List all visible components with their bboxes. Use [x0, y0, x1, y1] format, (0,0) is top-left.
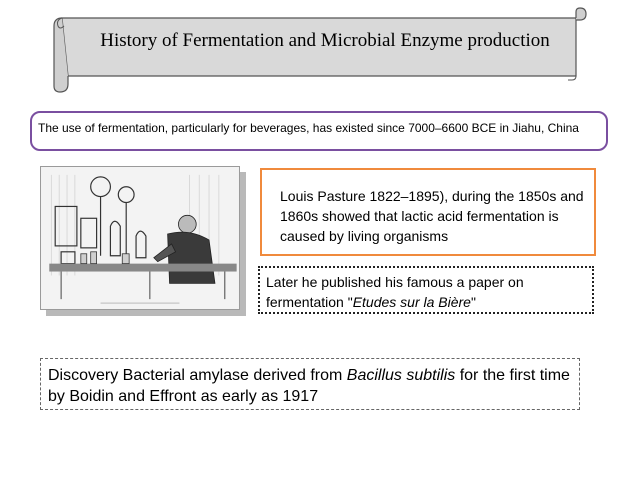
- slide-title: History of Fermentation and Microbial Enzyme production: [100, 30, 550, 51]
- pasteur-fact-box: Louis Pasture 1822–1895), during the 1850s and 1860s showed that lactic acid fermentation is caused by living organisms: [260, 168, 596, 256]
- paper-title: Etudes sur la Bière: [352, 294, 471, 310]
- paper-text-suffix: ": [470, 294, 476, 310]
- discovery-text-prefix: Discovery Bacterial amylase derived from: [48, 367, 347, 384]
- amylase-discovery-box: [40, 358, 580, 410]
- pasteur-engraving: [40, 166, 246, 316]
- pasteur-lab-illustration: [40, 166, 240, 310]
- paper-text-prefix: Later he published his famous a paper on fermentation ": [266, 274, 524, 310]
- bacillus-species-name: Bacillus subtilis: [346, 367, 456, 384]
- jiahu-fact-box: The use of fermentation, particularly for beverages, has existed since 7000–6600 BCE in Jiahu, China: [30, 111, 608, 151]
- paper-fact-box: [258, 266, 594, 314]
- discovery-text-suffix: for the first time by Boidin and Effront as early as 1917: [48, 367, 570, 405]
